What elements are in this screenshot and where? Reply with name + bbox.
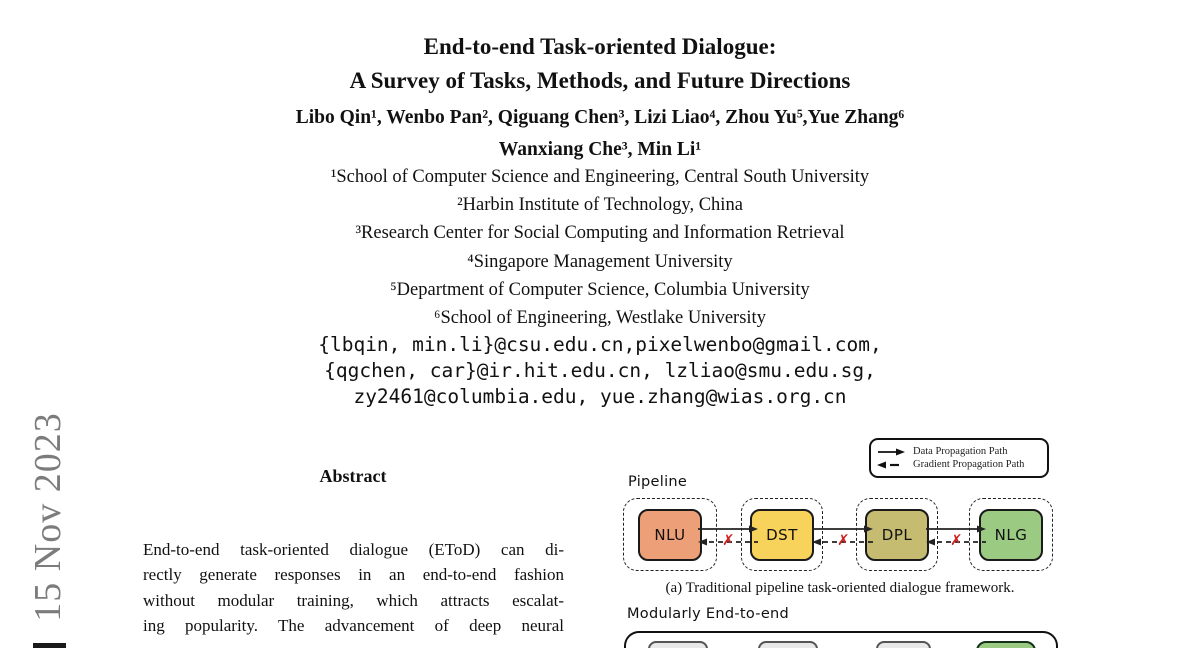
nlg-box: NLG (979, 509, 1043, 561)
paper-title (0, 30, 1200, 98)
affiliation-line: ³Research Center for Social Computing and Information Retrieval (355, 223, 845, 244)
abstract-line: End-to-end task-oriented dialogue (EToD) can di- (143, 540, 564, 559)
arxiv-id-mark (33, 643, 66, 648)
abstract-text (143, 537, 564, 638)
affiliation-line: ⁶School of Engineering, Westlake University (434, 308, 766, 329)
legend-label-data: Data Propagation Path (913, 446, 1008, 457)
author-list (0, 102, 1200, 166)
dashed-left-arrow-icon (877, 461, 905, 469)
dst-box: DST (750, 509, 814, 561)
author-line: Libo Qin¹, Wenbo Pan², Qiguang Chen³, Lizi Liao⁴, Zhou Yu⁵,Yue Zhang⁶ (295, 107, 905, 128)
paper-title-line2: A Survey of Tasks, Methods, and Future Directions (349, 68, 851, 93)
email-line: {lbqin, min.li}@csu.edu.cn,pixelwenbo@gmail.com, (318, 333, 882, 356)
modular-label: Modularly End-to-end (627, 606, 790, 622)
modular-box-partial (876, 641, 931, 648)
email-list (0, 332, 1200, 411)
nlu-box: NLU (638, 509, 702, 561)
legend-row-gradient (877, 459, 1041, 470)
affiliation-list (0, 163, 1200, 332)
blocked-gradient-x-icon: ✗ (722, 531, 735, 549)
blocked-gradient-x-icon: ✗ (837, 531, 850, 549)
email-line: zy2461@columbia.edu, yue.zhang@wias.org.cn (353, 385, 847, 409)
solid-right-arrow-icon (877, 448, 905, 456)
abstract-line: rectly generate responses in an end-to-end fashion (143, 565, 564, 585)
dpl-box: DPL (865, 509, 929, 561)
modular-box-partial-green (976, 641, 1036, 648)
affiliation-line: ¹School of Computer Science and Engineering, Central South University (330, 167, 870, 187)
affiliation-line: ⁴Singapore Management University (467, 251, 733, 272)
paper-title-line1: End-to-end Task-oriented Dialogue: (423, 34, 777, 59)
affiliation-line: ²Harbin Institute of Technology, China (457, 195, 743, 216)
affiliation-line: ⁵Department of Computer Science, Columbia University (390, 279, 810, 300)
author-line: Wanxiang Che³, Min Li¹ (498, 139, 702, 160)
modular-box-partial (648, 641, 708, 648)
figure-caption-a: (a) Traditional pipeline task-oriented dialogue framework. (665, 580, 1015, 596)
legend-row-data (877, 446, 1041, 457)
abstract-heading: Abstract (319, 466, 387, 486)
abstract-line: without modular training, which attracts escalat- (143, 590, 564, 610)
arxiv-date-stamp: 15 Nov 2023 (27, 412, 69, 622)
pipeline-label: Pipeline (628, 474, 688, 490)
blocked-gradient-x-icon: ✗ (950, 531, 963, 549)
legend-label-gradient: Gradient Propagation Path (913, 459, 1025, 470)
figure-legend (869, 438, 1049, 478)
modular-box-partial (758, 641, 818, 648)
abstract-line: ing popularity. The advancement of deep neural (143, 615, 564, 635)
email-line: {qgchen, car}@ir.hit.edu.cn, lzliao@smu.edu.sg, (324, 359, 876, 383)
